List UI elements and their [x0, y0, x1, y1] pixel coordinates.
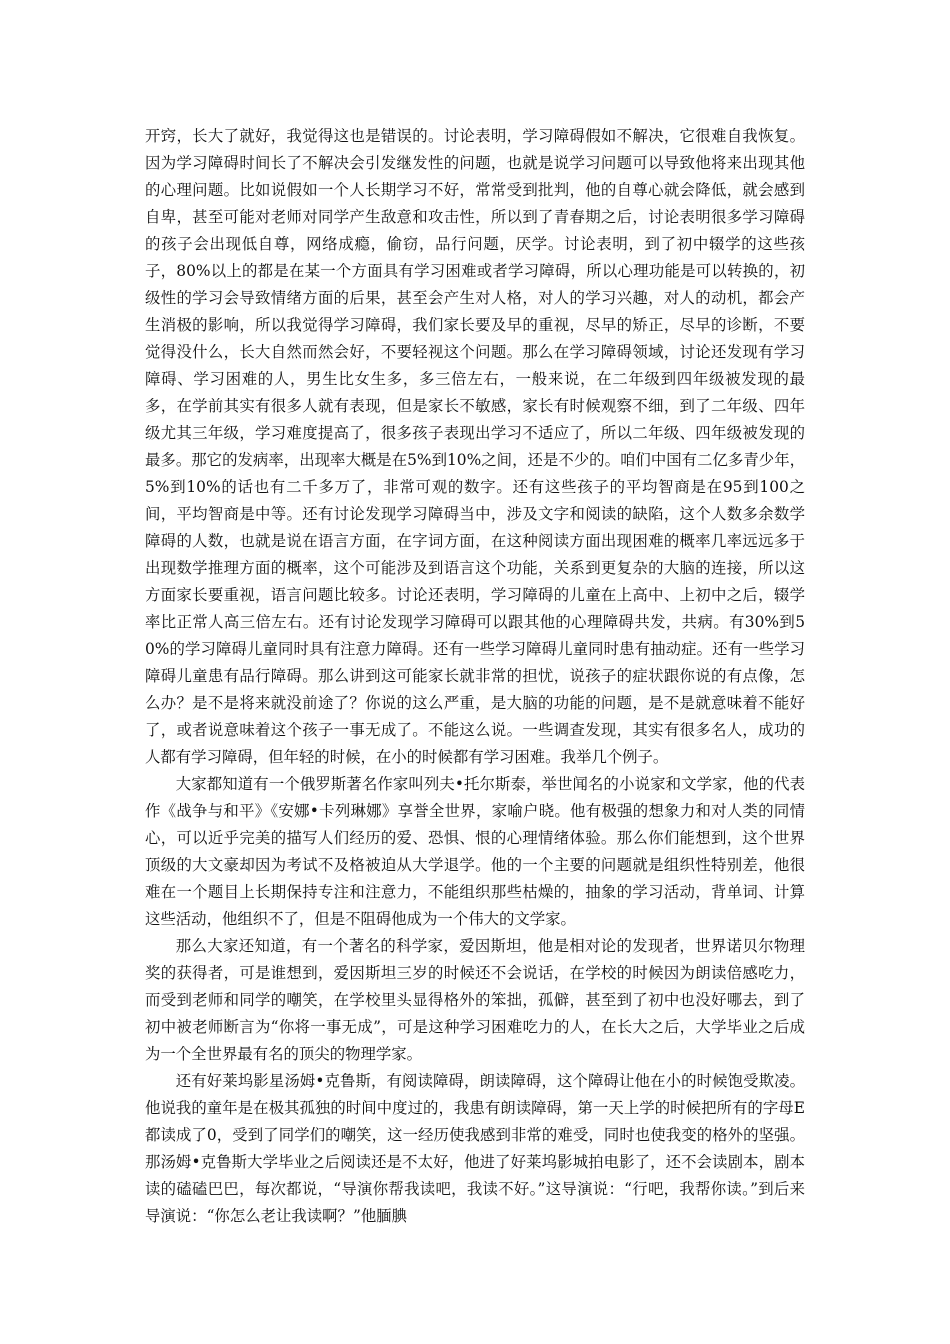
paragraph-tom-cruise: 还有好莱坞影星汤姆•克鲁斯，有阅读障碍，朗读障碍，这个障碍让他在小的时候饱受欺凌。他说我的童年是在极其孤独的时间中度过的，我患有朗读障碍，第一天上学的时候把所有的字母E都读成了0，受到了同学们的嘲笑，这一经历使我感到非常的难受，同时也使我变的格外的坚强。那汤姆•克鲁斯大学毕业之后阅读还是不太好，他进了好莱坞影城拍电影了，还不会读剧本，剧本读的磕磕巴巴，每次都说，“导演你帮我读吧，我读不好。”这导演说：“行吧，我帮你读。”到后来导演说：“你怎么老让我读啊？”他腼腆	[145, 1072, 805, 1225]
paragraph-tolstoy: 大家都知道有一个俄罗斯著名作家叫列夫•托尔斯泰，举世闻名的小说家和文学家，他的代表作《战争与和平》《安娜•卡列琳娜》享誉全世界，家喻户晓。他有极强的想象力和对人类的同情心，可以近乎完美的描写人们经历的爱、恐惧、恨的心理情绪体验。那么你们能想到，这个世界顶级的大文豪却因为考试不及格被迫从大学退学。他的一个主要的问题就是组织性特别差，他很难在一个题目上长期保持专注和注意力，不能组织那些枯燥的，抽象的学习活动，背单词、计算这些活动，他组织不了，但是不阻碍他成为一个伟大的文学家。	[145, 775, 805, 928]
document-page	[145, 123, 805, 1230]
paragraph-einstein: 那么大家还知道，有一个著名的科学家，爱因斯坦，他是相对论的发现者，世界诺贝尔物理奖的获得者，可是谁想到，爱因斯坦三岁的时候还不会说话，在学校的时候因为朗读倍感吃力，而受到老师和同学的嘲笑，在学校里头显得格外的笨拙，孤僻，甚至到了初中也没好哪去，到了初中被老师断言为“你将一事无成”，可是这种学习困难吃力的人，在长大之后，大学毕业之后成为一个全世界最有名的顶尖的物理学家。	[145, 937, 805, 1063]
paragraph-1: 开窍，长大了就好，我觉得这也是错误的。讨论表明，学习障碍假如不解决，它很难自我恢复。因为学习障碍时间长了不解决会引发继发性的问题，也就是说学习问题可以导致他将来出现其他的心理问题。比如说假如一个人长期学习不好，常常受到批判，他的自尊心就会降低，就会感到自卑，甚至可能对老师对同学产生敌意和攻击性，所以到了青春期之后，讨论表明很多学习障碍的孩子会出现低自尊，网络成瘾，偷窃，品行问题，厌学。讨论表明，到了初中辍学的这些孩子，80%以上的都是在某一个方面具有学习困难或者学习障碍，所以心理功能是可以转换的，初级性的学习会导致情绪方面的后果，甚至会产生对人格，对人的学习兴趣，对人的动机，都会产生消极的影响，所以我觉得学习障碍，我们家长要及早的重视，尽早的矫正，尽早的诊断，不要觉得没什么，长大自然而然会好，不要轻视这个问题。那么在学习障碍领域，讨论还发现有学习障碍、学习困难的人，男生比女生多，多三倍左右，一般来说，在二年级到四年级被发现的最多，在学前其实有很多人就有表现，但是家长不敏感，家长有时候观察不细，到了二年级、四年级尤其三年级，学习难度提高了，很多孩子表现出学习不适应了，所以二年级、四年级被发现的最多。那它的发病率，出现率大概是在5%到10%之间，还是不少的。咱们中国有二亿多青少年，5%到10%的话也有二千多万了，非常可观的数字。还有这些孩子的平均智商是在95到100之间，平均智商是中等。还有讨论发现学习障碍当中，涉及文字和阅读的缺陷，这个人数多余数学障碍的人数，也就是说在语言方面，在字词方面，在这种阅读方面出现困难的概率几率远远多于出现数学推理方面的概率，这个可能涉及到语言这个功能，关系到更复杂的大脑的连接，所以这方面家长要重视，语言问题比较多。讨论还表明，学习障碍的儿童在上高中、上初中之后，辍学率比正常人高三倍左右。还有讨论发现学习障碍可以跟其他的心理障碍共发，共病。有30%到50%的学习障碍儿童同时具有注意力障碍。还有一些学习障碍儿童同时患有抽动症。还有一些学习障碍儿童患有品行障碍。那么讲到这可能家长就非常的担忧，说孩子的症状跟你说的有点像，怎么办？是不是将来就没前途了？你说的这么严重，是大脑的功能的问题，是不是就意味着不能好了，或者说意味着这个孩子一事无成了。不能这么说。一些调查发现，其实有很多名人，成功的人都有学习障碍，但年轻的时候，在小的时候都有学习困难。我举几个例子。	[145, 127, 805, 766]
